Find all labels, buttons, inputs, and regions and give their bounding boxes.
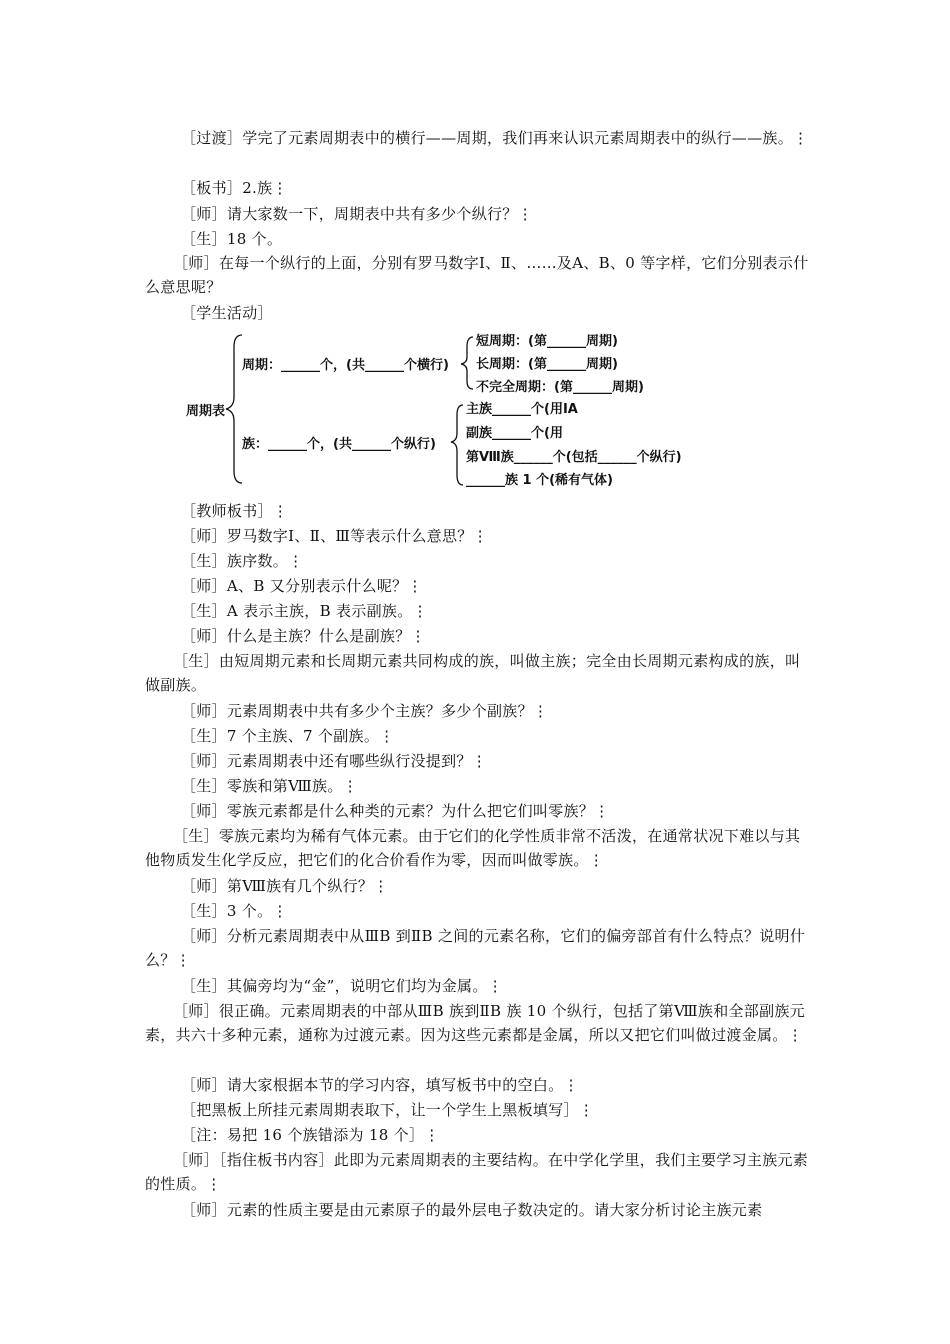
paragraph-teacher-instruction: ［师］元素的性质主要是由元素原子的最外层电子数决定的。请大家分析讨论主族元素	[181, 1201, 763, 1219]
paragraph-student-answer: ［生］由短周期元素和长周期元素共同构成的族，叫做主族；完全由长周期元素构成的族，叫做副族。	[145, 652, 801, 694]
paragraph-teacher-question: ［师］在每一个纵行的上面，分别有罗马数字Ⅰ、Ⅱ、……及A、B、0 等字样，它们分别表示什么意思呢？	[145, 254, 809, 296]
diagram-incomplete-period: 不完全周期：(第______周期)	[476, 380, 644, 395]
paragraph-student-answer: ［生］A 表示主族，B 表示副族。⋮	[181, 602, 428, 620]
paragraph-teacher-explanation: ［师］很正确。元素周期表的中部从ⅢB 族到ⅡB 族 10 个纵行，包括了第Ⅷ族和全部副族元素，共六十多种元素，通称为过渡元素。因为这些元素都是金属，所以又把它们叫做过渡金属。⋮	[145, 1002, 805, 1044]
paragraph-teacher-question: ［师］什么是主族？什么是副族？⋮	[181, 627, 426, 645]
paragraph-teacher-question: ［师］元素周期表中还有哪些纵行没提到？⋮	[181, 752, 488, 770]
paragraph-note: ［注：易把 16 个族错添为 18 个］⋮	[181, 1126, 440, 1144]
paragraph-student-answer: ［生］18 个。	[181, 230, 283, 248]
paragraph-student-answer: ［生］其偏旁均为“金”，说明它们均为金属。⋮	[181, 977, 503, 995]
diagram-long-period: 长周期：(第______周期)	[476, 357, 618, 372]
paragraph-student-activity: ［学生活动］	[181, 304, 273, 322]
paragraph-student-answer: ［生］3 个。⋮	[181, 902, 288, 920]
paragraph-transition: ［过渡］学完了元素周期表中的横行——周期，我们再来认识元素周期表中的纵行——族。⋮	[181, 129, 809, 147]
paragraph-teacher-question: ［师］请大家数一下，周期表中共有多少个纵行？⋮	[181, 205, 533, 223]
diagram-group-line: 族：______个，(共______个纵行)	[242, 437, 436, 452]
paragraph-student-answer: ［生］零族元素均为稀有气体元素。由于它们的化学性质非常不活泼，在通常状况下难以与其他物质发生化学反应，把它们的化合价看作为零，因而叫做零族。⋮	[145, 827, 801, 869]
paragraph-teacher-question: ［师］罗马数字Ⅰ、Ⅱ、Ⅲ等表示什么意思？⋮	[181, 527, 488, 545]
paragraph-teacher-board: ［教师板书］⋮	[181, 502, 289, 520]
periodic-table-structure-diagram	[180, 325, 740, 495]
paragraph-teacher-question: ［师］第Ⅷ族有几个纵行？⋮	[181, 877, 389, 895]
paragraph-teacher-question: ［师］零族元素都是什么种类的元素？为什么把它们叫零族？⋮	[181, 802, 610, 820]
paragraph-student-answer: ［生］7 个主族、7 个副族。⋮	[181, 727, 395, 745]
paragraph-board-heading: ［板书］2.族⋮	[181, 179, 288, 197]
diagram-main-group: 主族______个(用ⅠA	[466, 402, 578, 417]
paragraph-teacher-question: ［师］元素周期表中共有多少个主族？多少个副族？⋮	[181, 702, 549, 720]
paragraph-stage-direction: ［把黑板上所挂元素周期表取下，让一个学生上黑板填写］⋮	[181, 1101, 595, 1119]
paragraph-student-answer: ［生］零族和第Ⅷ族。⋮	[181, 777, 358, 795]
paragraph-teacher-question: ［师］A、B 又分别表示什么呢？⋮	[181, 577, 423, 595]
diagram-zero-group: ______族 1 个(稀有气体)	[466, 473, 613, 488]
diagram-period-line: 周期：______个，(共______个横行)	[242, 358, 449, 373]
diagram-short-period: 短周期：(第______周期)	[476, 334, 618, 349]
diagram-sub-group: 副族______个(用	[466, 426, 563, 441]
diagram-root-label: 周期表	[186, 404, 226, 419]
paragraph-teacher-instruction: ［师］请大家根据本节的学习内容，填写板书中的空白。⋮	[181, 1076, 579, 1094]
paragraph-teacher-question: ［师］分析元素周期表中从ⅢB 到ⅡB 之间的元素名称，它们的偏旁部首有什么特点？说明什么？⋮	[145, 927, 806, 969]
paragraph-student-answer: ［生］族序数。⋮	[181, 552, 304, 570]
diagram-group-viii: 第Ⅷ族______个(包括______个纵行)	[466, 450, 682, 465]
paragraph-teacher-summary: ［师］［指住板书内容］此即为元素周期表的主要结构。在中学化学里，我们主要学习主族元素的性质。⋮	[145, 1151, 809, 1193]
